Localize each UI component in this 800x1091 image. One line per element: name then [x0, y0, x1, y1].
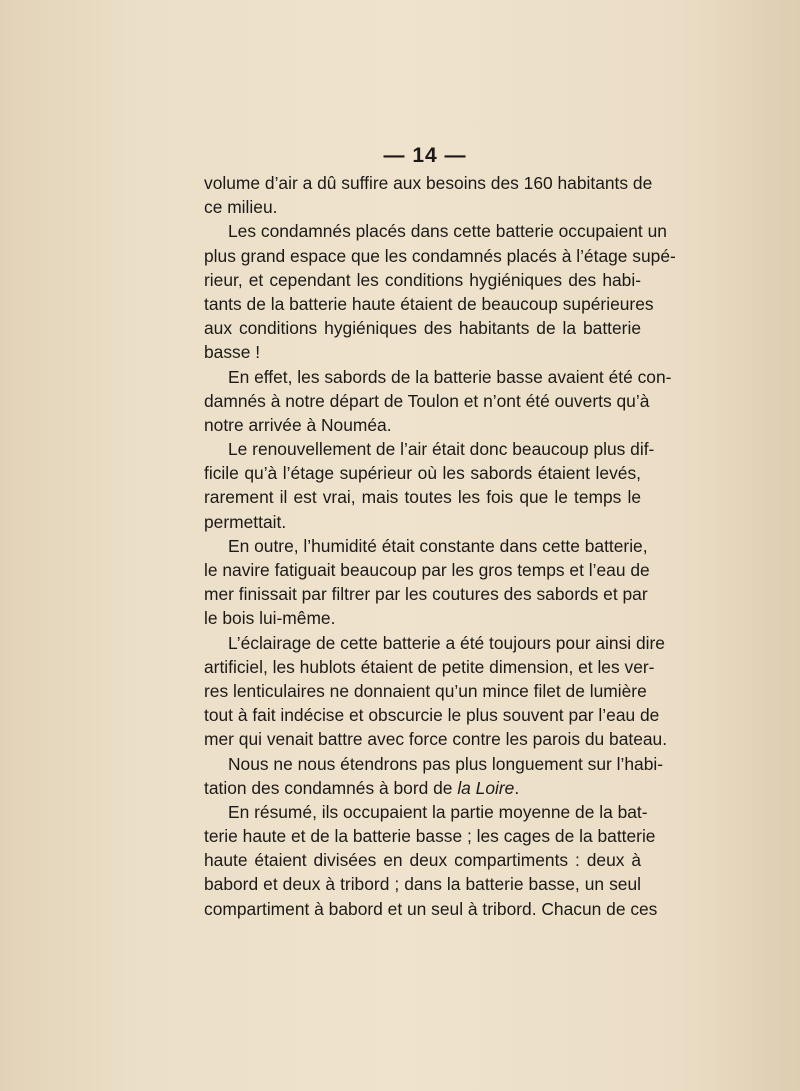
text-line: compartiment à babord et un seul à tribord. Chacun de ces — [204, 898, 658, 919]
text-line: mer qui venait battre avec force contre les parois du bateau. — [204, 729, 668, 750]
text-line: Les condamnés placés dans cette batterie occupaient un — [228, 221, 667, 242]
text-line: rarement il est vrai, mais toutes les fois que le temps le — [204, 487, 641, 508]
body-text — [204, 171, 676, 921]
text-line: Nous ne nous étendrons pas plus longuement sur l’habi- — [228, 753, 664, 774]
page-number: — 14 — — [383, 144, 467, 167]
text-line: aux conditions hygiéniques des habitants de la batterie — [204, 318, 641, 339]
text-line: haute étaient divisées en deux compartiments : deux à — [204, 850, 641, 871]
text-line: babord et deux à tribord ; dans la batterie basse, un seul — [204, 874, 641, 895]
text-line: ce milieu. — [204, 197, 278, 218]
text-line: L’éclairage de cette batterie a été toujours pour ainsi dire — [228, 632, 665, 653]
text-line: En outre, l’humidité était constante dans cette batterie, — [228, 535, 648, 556]
text-line — [204, 776, 641, 800]
text-line: volume d’air a dû suffire aux besoins des 160 habitants de — [204, 173, 653, 193]
text-line: le bois lui-même. — [204, 608, 336, 629]
ship-name: la Loire — [457, 777, 515, 798]
text-line: ficile qu’à l’étage supérieur où les sabords étaient levés, — [204, 463, 641, 484]
text-line: rieur, et cependant les conditions hygiéniques des habi- — [204, 269, 641, 290]
text-line: terie haute et de la batterie basse ; les cages de la batterie — [204, 826, 656, 847]
text-segment: tation des condamnés à bord de — [204, 777, 458, 798]
text-line: damnés à notre départ de Toulon et n’ont été ouverts qu’à — [204, 390, 650, 411]
text-line: plus grand espace que les condamnés placés à l’étage supé- — [204, 245, 676, 266]
text-line: basse ! — [204, 342, 261, 363]
text-line: tout à fait indécise et obscurcie le plus souvent par l’eau de — [204, 705, 660, 726]
text-line: tants de la batterie haute étaient de beaucoup supérieures — [204, 293, 654, 314]
text-line: mer finissait par filtrer par les coutures des sabords et par — [204, 584, 648, 605]
text-line: artificiel, les hublots étaient de petite dimension, et les ver- — [204, 656, 655, 677]
text-line: le navire fatiguait beaucoup par les gros temps et l’eau de — [204, 560, 650, 580]
text-segment: . — [514, 777, 520, 798]
text-line: En effet, les sabords de la batterie basse avaient été con- — [228, 366, 672, 387]
text-line: permettait. — [204, 511, 287, 532]
text-line: Le renouvellement de l’air était donc beaucoup plus dif- — [228, 439, 655, 460]
text-line: res lenticulaires ne donnaient qu’un mince filet de lumière — [204, 680, 647, 701]
text-line: notre arrivée à Nouméa. — [204, 414, 392, 435]
text-line: En résumé, ils occupaient la partie moyenne de la bat- — [228, 801, 648, 822]
